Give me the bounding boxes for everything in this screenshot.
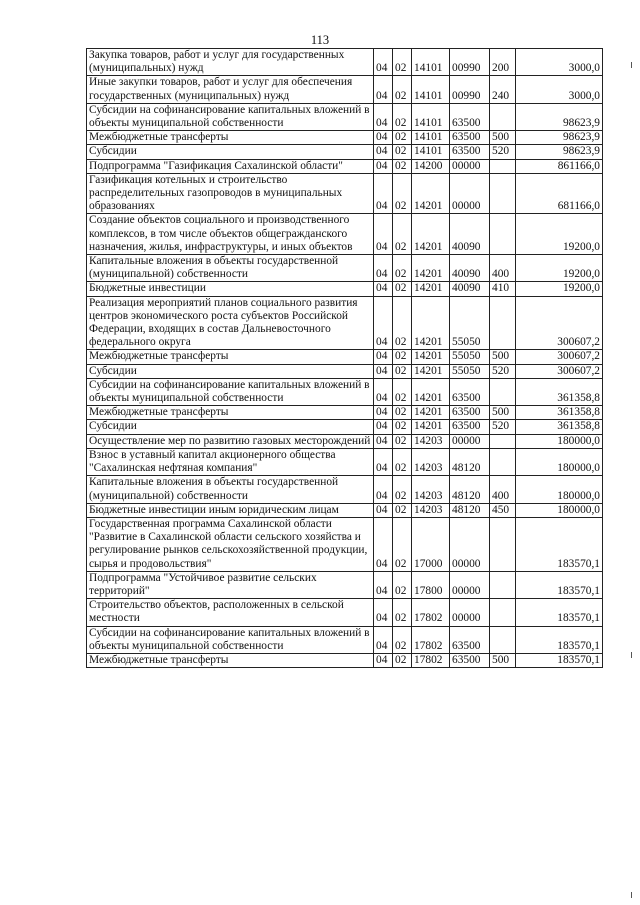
row-expense-type: 200: [490, 49, 516, 76]
row-expense-type: [490, 517, 516, 571]
row-expense-type: [490, 173, 516, 214]
table-row: [87, 131, 603, 145]
row-program-code: 14201: [412, 406, 450, 420]
budget-table: [86, 48, 603, 668]
row-subsection-code: 02: [393, 503, 412, 517]
row-subsection-code: 02: [393, 626, 412, 653]
row-expense-type: 520: [490, 364, 516, 378]
table-row: [87, 255, 603, 282]
row-program-code: 17802: [412, 653, 450, 667]
row-expense-type: 500: [490, 653, 516, 667]
row-section-code: 04: [374, 255, 393, 282]
row-expense-type: 520: [490, 420, 516, 434]
row-direction-code: 00000: [450, 517, 490, 571]
row-amount: 361358,8: [516, 378, 603, 405]
row-section-code: 04: [374, 76, 393, 103]
row-direction-code: 00000: [450, 173, 490, 214]
row-subsection-code: 02: [393, 434, 412, 448]
row-name: Подпрограмма "Устойчивое развитие сельских территорий": [87, 571, 374, 598]
row-program-code: 14201: [412, 173, 450, 214]
row-program-code: 14201: [412, 296, 450, 350]
row-program-code: 14200: [412, 159, 450, 173]
row-name: Строительство объектов, расположенных в сельской местности: [87, 599, 374, 626]
table-row: [87, 476, 603, 503]
row-amount: 180000,0: [516, 503, 603, 517]
table-row: [87, 503, 603, 517]
row-name: Субсидии на софинансирование капитальных вложений в объекты муниципальной собственности: [87, 378, 374, 405]
row-program-code: 14101: [412, 76, 450, 103]
row-direction-code: 40090: [450, 282, 490, 296]
row-program-code: 14201: [412, 282, 450, 296]
row-amount: 300607,2: [516, 296, 603, 350]
row-name: Субсидии: [87, 364, 374, 378]
row-name: Осуществление мер по развитию газовых месторождений: [87, 434, 374, 448]
row-section-code: 04: [374, 214, 393, 255]
row-program-code: 14201: [412, 255, 450, 282]
table-row: [87, 103, 603, 130]
row-direction-code: 63500: [450, 626, 490, 653]
row-direction-code: 55050: [450, 350, 490, 364]
table-row: [87, 420, 603, 434]
table-row: [87, 653, 603, 667]
row-direction-code: 48120: [450, 476, 490, 503]
row-expense-type: [490, 103, 516, 130]
row-subsection-code: 02: [393, 448, 412, 475]
row-amount: 19200,0: [516, 282, 603, 296]
row-name: Создание объектов социального и производственного комплексов, в том числе объектов общегражданского назначения, жилья, инфраструктуры, и иных объектов: [87, 214, 374, 255]
margin-tick: [631, 62, 632, 68]
row-name: Реализация мероприятий планов социального развития центров экономического роста субъектов Российской Федерации, входящих в состав Дальневосточного федерального округа: [87, 296, 374, 350]
row-subsection-code: 02: [393, 282, 412, 296]
row-section-code: 04: [374, 571, 393, 598]
row-name: Межбюджетные трансферты: [87, 653, 374, 667]
row-direction-code: 00000: [450, 159, 490, 173]
row-section-code: 04: [374, 378, 393, 405]
row-amount: 180000,0: [516, 434, 603, 448]
row-section-code: 04: [374, 653, 393, 667]
row-name: Капитальные вложения в объекты государственной (муниципальной) собственности: [87, 255, 374, 282]
row-direction-code: 63500: [450, 378, 490, 405]
row-section-code: 04: [374, 159, 393, 173]
row-program-code: 14203: [412, 448, 450, 475]
row-subsection-code: 02: [393, 76, 412, 103]
row-amount: 183570,1: [516, 571, 603, 598]
row-amount: 300607,2: [516, 364, 603, 378]
row-name: Межбюджетные трансферты: [87, 350, 374, 364]
row-program-code: 14201: [412, 350, 450, 364]
row-program-code: 14203: [412, 476, 450, 503]
row-section-code: 04: [374, 420, 393, 434]
row-name: Бюджетные инвестиции: [87, 282, 374, 296]
table-row: [87, 448, 603, 475]
row-section-code: 04: [374, 406, 393, 420]
row-program-code: 17000: [412, 517, 450, 571]
row-amount: 183570,1: [516, 653, 603, 667]
row-subsection-code: 02: [393, 571, 412, 598]
table-row: [87, 434, 603, 448]
row-section-code: 04: [374, 448, 393, 475]
margin-tick: [631, 652, 632, 658]
row-amount: 98623,9: [516, 145, 603, 159]
row-amount: 361358,8: [516, 420, 603, 434]
row-section-code: 04: [374, 173, 393, 214]
margin-tick: [631, 892, 632, 898]
table-row: [87, 296, 603, 350]
table-body: [87, 49, 603, 668]
row-direction-code: 40090: [450, 214, 490, 255]
row-name: Межбюджетные трансферты: [87, 406, 374, 420]
row-section-code: 04: [374, 434, 393, 448]
row-direction-code: 00990: [450, 49, 490, 76]
row-subsection-code: 02: [393, 214, 412, 255]
row-section-code: 04: [374, 476, 393, 503]
row-direction-code: 00000: [450, 434, 490, 448]
row-section-code: 04: [374, 626, 393, 653]
row-direction-code: 63500: [450, 420, 490, 434]
row-name: Капитальные вложения в объекты государственной (муниципальной) собственности: [87, 476, 374, 503]
row-section-code: 04: [374, 145, 393, 159]
row-section-code: 04: [374, 599, 393, 626]
row-expense-type: [490, 571, 516, 598]
row-program-code: 14201: [412, 420, 450, 434]
row-direction-code: 48120: [450, 448, 490, 475]
row-expense-type: [490, 599, 516, 626]
row-amount: 3000,0: [516, 49, 603, 76]
row-name: Межбюджетные трансферты: [87, 131, 374, 145]
row-name: Взнос в уставный капитал акционерного общества "Сахалинская нефтяная компания": [87, 448, 374, 475]
row-direction-code: 63500: [450, 103, 490, 130]
row-subsection-code: 02: [393, 653, 412, 667]
row-name: Субсидии на софинансирование капитальных вложений в объекты муниципальной собственности: [87, 103, 374, 130]
row-expense-type: 500: [490, 350, 516, 364]
row-program-code: 14201: [412, 364, 450, 378]
row-subsection-code: 02: [393, 378, 412, 405]
row-amount: 19200,0: [516, 214, 603, 255]
table-row: [87, 76, 603, 103]
row-subsection-code: 02: [393, 406, 412, 420]
table-row: [87, 571, 603, 598]
row-program-code: 14101: [412, 145, 450, 159]
row-program-code: 14201: [412, 214, 450, 255]
row-program-code: 17800: [412, 571, 450, 598]
row-section-code: 04: [374, 282, 393, 296]
row-name: Закупка товаров, работ и услуг для государственных (муниципальных) нужд: [87, 49, 374, 76]
row-subsection-code: 02: [393, 173, 412, 214]
row-amount: 300607,2: [516, 350, 603, 364]
row-expense-type: 400: [490, 255, 516, 282]
row-subsection-code: 02: [393, 49, 412, 76]
row-program-code: 17802: [412, 626, 450, 653]
row-amount: 180000,0: [516, 448, 603, 475]
table-row: [87, 145, 603, 159]
row-expense-type: [490, 378, 516, 405]
table-row: [87, 406, 603, 420]
table-row: [87, 173, 603, 214]
row-subsection-code: 02: [393, 350, 412, 364]
row-section-code: 04: [374, 364, 393, 378]
row-program-code: 14203: [412, 434, 450, 448]
row-name: Государственная программа Сахалинской области "Развитие в Сахалинской области сельского хозяйства и регулирование рынков сельскохозяйственной продукции, сырья и продовольствия": [87, 517, 374, 571]
row-direction-code: 55050: [450, 296, 490, 350]
row-program-code: 14101: [412, 131, 450, 145]
row-program-code: 14101: [412, 103, 450, 130]
row-section-code: 04: [374, 350, 393, 364]
row-expense-type: 240: [490, 76, 516, 103]
row-name: Субсидии: [87, 420, 374, 434]
table-row: [87, 599, 603, 626]
row-amount: 183570,1: [516, 599, 603, 626]
row-section-code: 04: [374, 103, 393, 130]
row-subsection-code: 02: [393, 103, 412, 130]
row-subsection-code: 02: [393, 145, 412, 159]
row-name: Подпрограмма "Газификация Сахалинской области": [87, 159, 374, 173]
row-name: Бюджетные инвестиции иным юридическим лицам: [87, 503, 374, 517]
row-program-code: 14203: [412, 503, 450, 517]
row-subsection-code: 02: [393, 255, 412, 282]
row-section-code: 04: [374, 131, 393, 145]
row-subsection-code: 02: [393, 159, 412, 173]
row-name: Субсидии: [87, 145, 374, 159]
row-expense-type: 450: [490, 503, 516, 517]
row-name: Субсидии на софинансирование капитальных вложений в объекты муниципальной собственности: [87, 626, 374, 653]
row-amount: 183570,1: [516, 626, 603, 653]
table-row: [87, 378, 603, 405]
row-direction-code: 00000: [450, 571, 490, 598]
row-subsection-code: 02: [393, 517, 412, 571]
row-section-code: 04: [374, 49, 393, 76]
table-row: [87, 626, 603, 653]
row-direction-code: 00990: [450, 76, 490, 103]
table-row: [87, 364, 603, 378]
table-row: [87, 517, 603, 571]
row-subsection-code: 02: [393, 131, 412, 145]
row-direction-code: 40090: [450, 255, 490, 282]
row-direction-code: 55050: [450, 364, 490, 378]
table-row: [87, 214, 603, 255]
row-expense-type: [490, 214, 516, 255]
row-subsection-code: 02: [393, 476, 412, 503]
row-program-code: 17802: [412, 599, 450, 626]
row-amount: 98623,9: [516, 103, 603, 130]
row-name: Иные закупки товаров, работ и услуг для обеспечения государственных (муниципальных) нужд: [87, 76, 374, 103]
row-amount: 681166,0: [516, 173, 603, 214]
row-expense-type: 400: [490, 476, 516, 503]
row-amount: 183570,1: [516, 517, 603, 571]
row-direction-code: 48120: [450, 503, 490, 517]
row-expense-type: [490, 159, 516, 173]
row-amount: 98623,9: [516, 131, 603, 145]
row-section-code: 04: [374, 503, 393, 517]
row-section-code: 04: [374, 296, 393, 350]
row-expense-type: [490, 626, 516, 653]
page-number: 113: [310, 33, 330, 47]
row-program-code: 14101: [412, 49, 450, 76]
row-subsection-code: 02: [393, 296, 412, 350]
row-amount: 180000,0: [516, 476, 603, 503]
row-section-code: 04: [374, 517, 393, 571]
row-subsection-code: 02: [393, 364, 412, 378]
row-amount: 19200,0: [516, 255, 603, 282]
row-name: Газификация котельных и строительство распределительных газопроводов в муниципальных образованиях: [87, 173, 374, 214]
row-subsection-code: 02: [393, 599, 412, 626]
table-row: [87, 282, 603, 296]
row-expense-type: [490, 448, 516, 475]
table-row: [87, 159, 603, 173]
row-amount: 3000,0: [516, 76, 603, 103]
row-expense-type: [490, 296, 516, 350]
row-direction-code: 63500: [450, 131, 490, 145]
row-expense-type: [490, 434, 516, 448]
row-expense-type: 500: [490, 131, 516, 145]
row-direction-code: 63500: [450, 406, 490, 420]
row-direction-code: 63500: [450, 145, 490, 159]
row-program-code: 14201: [412, 378, 450, 405]
table-row: [87, 49, 603, 76]
row-subsection-code: 02: [393, 420, 412, 434]
row-direction-code: 00000: [450, 599, 490, 626]
row-amount: 361358,8: [516, 406, 603, 420]
row-expense-type: 500: [490, 406, 516, 420]
row-direction-code: 63500: [450, 653, 490, 667]
row-amount: 861166,0: [516, 159, 603, 173]
table-row: [87, 350, 603, 364]
row-expense-type: 520: [490, 145, 516, 159]
row-expense-type: 410: [490, 282, 516, 296]
